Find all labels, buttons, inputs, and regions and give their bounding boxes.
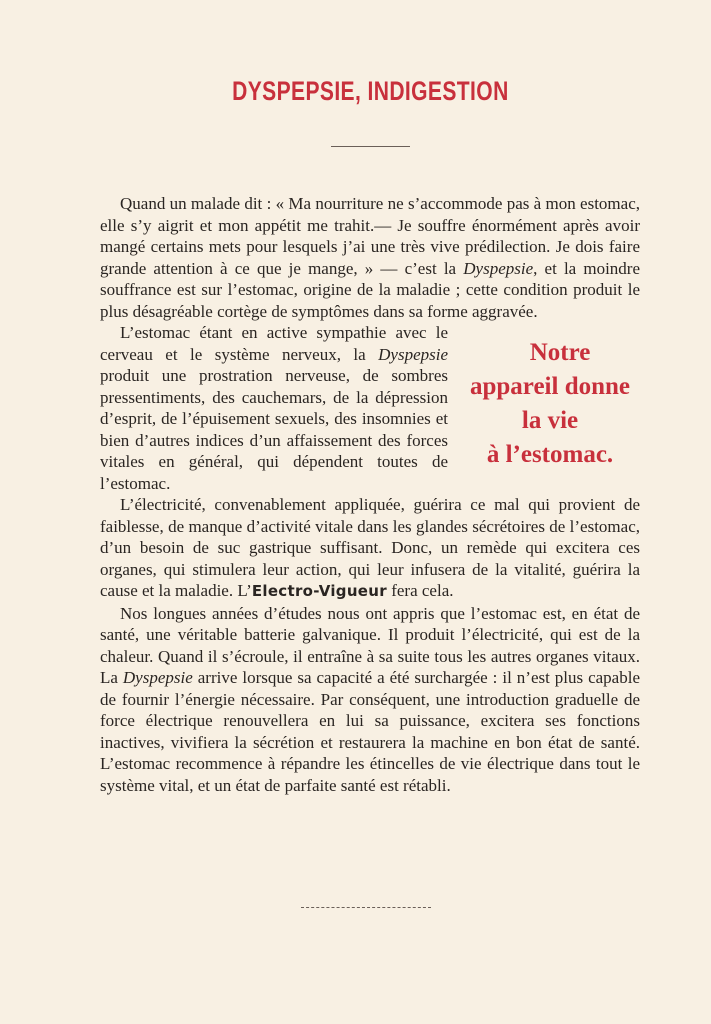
paragraph-4-end: arrive lorsque sa capacité a été surchargée : il n’est plus capable de fournir l’énergie nécessaire. Par conséquent, une introduction graduelle de force électrique renouvellera en lui sa puissance, excitera ses fonctions inactives, vivifiera la sécrétion et restaurera la machine en bon état de santé. L’estomac recommence à répandre les étincelles de vie électrique dans tout le système vital, et un état de parfaite santé est rétabli. [100,668,640,795]
sidenote [470,339,630,468]
paragraph-2 [100,322,640,494]
sidenote-line-3: la vie [521,407,579,434]
brand-name: Electro-Vigueur [251,582,387,600]
paragraph-1-italic: Dyspepsie [463,258,534,278]
paragraph-4-italic: Dyspepsie [122,668,193,687]
paragraph-2-start: L’estomac étant en active sympathie avec le cerveau et le système nerveux, la [100,323,448,364]
paragraph-2-end: produit une prostration nerveuse, de sombres pressentiments, des cauchemars, de la dépression d’esprit, de l’épuisement sexuels, des insomnies et bien d’autres indices d’un affaissement des forces vitales en général, qui dépendent toutes de l’estomac. [100,366,448,493]
paragraph-4 [100,603,640,797]
paragraph-4-start: Nos longues années d’études nous ont appris que l’estomac est, en état de santé, une véritable batterie galvanique. Il produit l’électricité, qui est de la chaleur. Quand il s’écroule, il entraîne à sa suite tous les autres organes vitaux. La [100,603,640,687]
paragraph-3 [100,494,640,603]
sidenote-line-4: à l’estomac. [486,441,614,468]
sidenote-line-2: appareil donne [470,373,630,400]
paragraph-3-end: fera cela. [386,581,454,600]
paragraph-1-text: Quand un malade dit : « Ma nourriture ne s’accommode pas à mon estomac, elle s’y aigrit et mon appétit me trahit.— Je souffre énormément après avoir mangé certains mets pour lesquels j’ai une très vive prédilection. Je dois faire grande attention à ce que je mange, » — c’est la [100,194,640,278]
page-title: DYSPEPSIE, INDIGESTION [232,76,509,106]
paragraph-1 [100,193,640,322]
paragraph-2-italic: Dyspepsie [378,344,448,364]
bottom-divider [301,907,431,908]
sidenote-line-1: Notre [529,339,591,366]
paragraph-3-text: L’électricité, convenablement appliquée, guérira ce mal qui provient de faiblesse, de manque d’activité vitale dans les glandes sécrétoires de l’estomac, d’un besoin de suc gastrique suffisant. Donc, un remède qui excitera ces organes, qui stimulera leur action, qui leur infusera de la vitalité, guérira la cause et la maladie. L’ [100,495,640,600]
top-divider [331,146,410,147]
float-block [460,336,640,474]
article-body [100,193,640,796]
paragraph-1-end: , et la moindre souffrance est sur l’estomac, origine de la maladie ; cette condition produit le plus désagréable cortège de symptômes dans sa forme aggravée. [100,258,641,321]
